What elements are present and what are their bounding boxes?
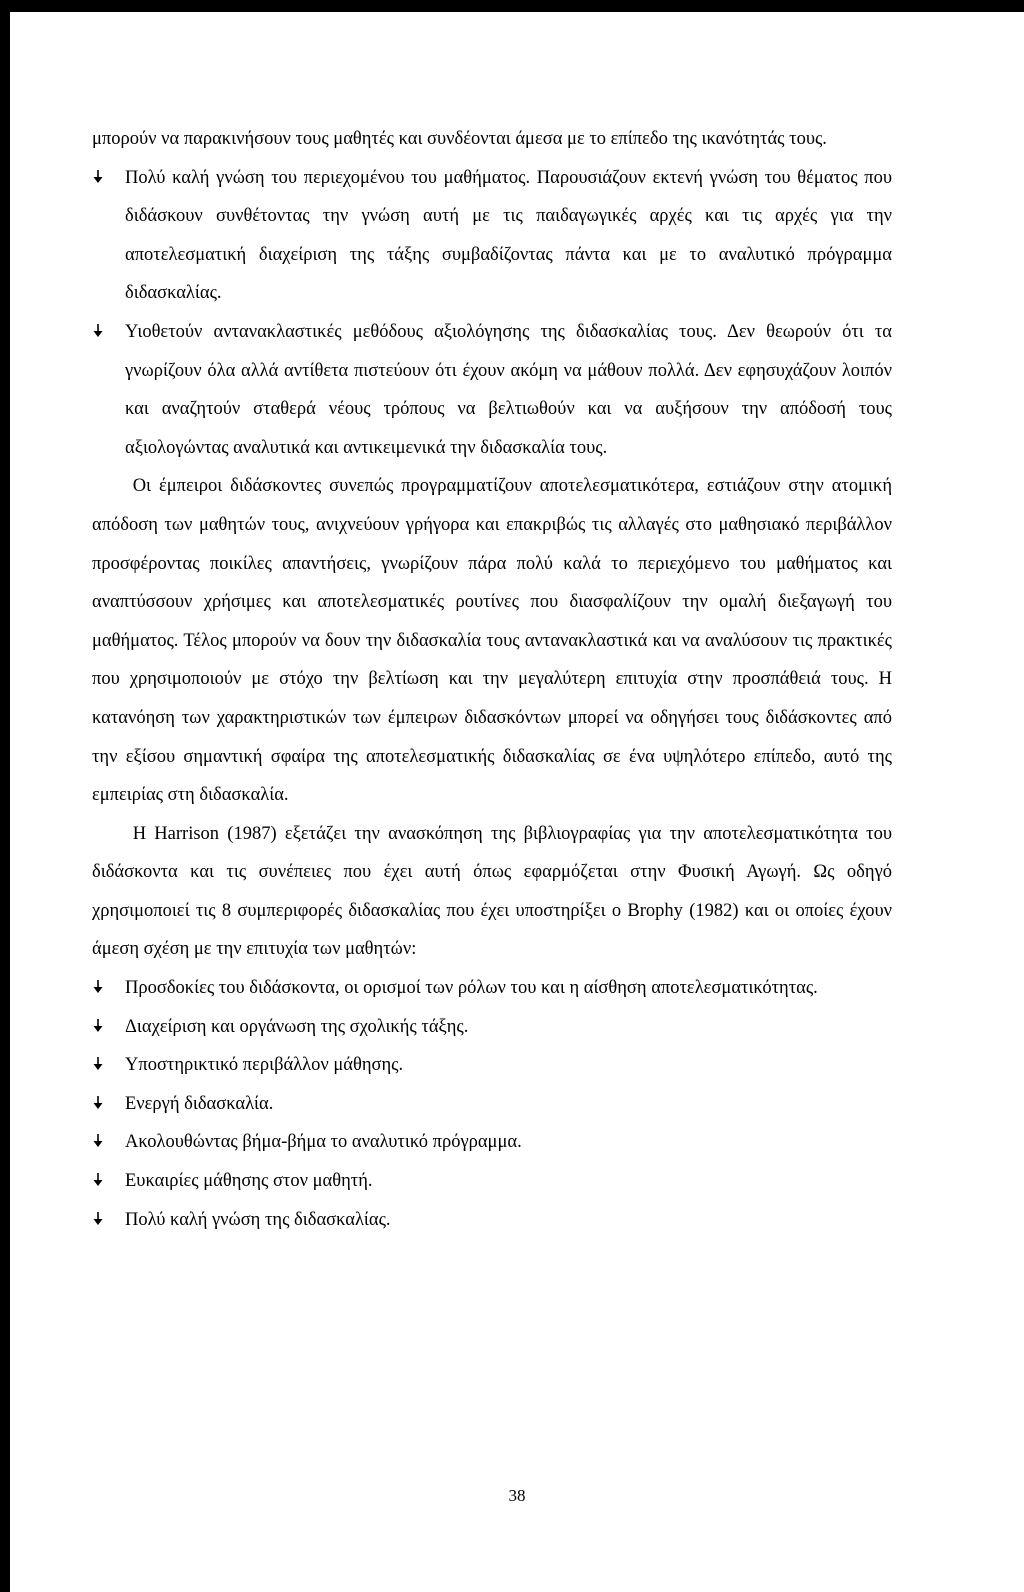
list-item-text: Πολύ καλή γνώση της διδασκαλίας. (125, 1209, 391, 1230)
arrow-bullet-icon (92, 313, 104, 352)
arrow-bullet-icon (92, 159, 104, 198)
bullet-item (92, 313, 892, 467)
arrow-bullet-icon (92, 1008, 104, 1047)
list-item (92, 1085, 892, 1124)
arrow-bullet-icon (92, 1085, 104, 1124)
paragraph: Η Harrison (1987) εξετάζει την ανασκόπηση της βιβλιογραφίας για την αποτελεσματικότητα του διδάσκοντα και τις συνέπειες που έχει αυτή όπως εφαρμόζεται στην Φυσική Αγωγή. Ως οδηγό χρησιμοποιεί τις 8 συμπεριφορές διδασκαλίας που έχει υποστηρίξει ο Brophy (1982) και οι οποίες έχουν άμεση σχέση με την επιτυχία των μαθητών: (92, 823, 892, 960)
arrow-bullet-icon (92, 1046, 104, 1085)
list-item (92, 1046, 892, 1085)
document-page (10, 12, 1024, 1592)
list-item-text: Διαχείριση και οργάνωση της σχολικής τάξης. (125, 1016, 469, 1037)
list-item-text: Ακολουθώντας βήμα-βήμα το αναλυτικό πρόγραμμα. (125, 1132, 522, 1153)
page-number: 38 (508, 1486, 526, 1505)
bullet-item (92, 159, 892, 313)
arrow-bullet-icon (92, 1201, 104, 1240)
list-item (92, 1008, 892, 1047)
list-item-text: Ευκαιρίες μάθησης στον μαθητή. (125, 1171, 373, 1192)
list-item-text: Προσδοκίες του διδάσκοντα, οι ορισμοί των ρόλων του και η αίσθηση αποτελεσματικότητας. (125, 978, 818, 999)
list-item (92, 1162, 892, 1201)
bullet-text: Υιοθετούν αντανακλαστικές μεθόδους αξιολόγησης της διδασκαλίας τους. Δεν θεωρούν ότι τα γνωρίζουν όλα αλλά αντίθετα πιστεύουν ότι έχουν ακόμη να μάθουν πολλά. Δεν εφησυχάζουν λοιπόν και αναζητούν σταθερά νέους τρόπους να βελτιωθούν και να αυξήσουν την απόδοσή τους αξιολογώντας αναλυτικά και αντικειμενικά την διδασκαλία τους. (125, 321, 892, 458)
paragraph: Οι έμπειροι διδάσκοντες συνεπώς προγραμματίζουν αποτελεσματικότερα, εστιάζουν στην ατομική απόδοση των μαθητών τους, ανιχνεύουν γρήγορα και επακριβώς τις αλλαγές στο μαθησιακό περιβάλλον προσφέροντας ποικίλες απαντήσεις, γνωρίζουν πάρα πολύ καλά το περιεχόμενο του μαθήματος και αναπτύσσουν χρήσιμες και αποτελεσματικές ρουτίνες που διασφαλίζουν την ομαλή διεξαγωγή του μαθήματος. Τέλος μπορούν να δουν την διδασκαλία τους αντανακλαστικά και να αναλύσουν τις πρακτικές που χρησιμοποιούν με στόχο την βελτίωση και την μεγαλύτερη επιτυχία στην προσπάθειά τους. Η κατανόηση των χαρακτηριστικών των έμπειρων διδασκόντων μπορεί να οδηγήσει τους διδάσκοντες από την εξίσου σημαντική σφαίρα της αποτελεσματικής διδασκαλίας σε ένα υψηλότερο επίπεδο, αυτό της εμπειρίας στη διδασκαλία. (92, 476, 892, 806)
list-item-text: Υποστηρικτικό περιβάλλον μάθησης. (125, 1055, 404, 1076)
bullet-text: Πολύ καλή γνώση του περιεχομένου του μαθήματος. Παρουσιάζουν εκτενή γνώση του θέματος που διδάσκουν συνθέτοντας την γνώση αυτή με τις παιδαγωγικές αρχές και τις αρχές για την αποτελεσματική διαχείριση της τάξης συμβαδίζοντας πάντα και με το αναλυτικό πρόγραμμα διδασκαλίας. (125, 167, 892, 304)
list-item-text: Ενεργή διδασκαλία. (125, 1093, 274, 1114)
arrow-bullet-icon (92, 1123, 104, 1162)
list-item (92, 969, 892, 1008)
arrow-bullet-icon (92, 1162, 104, 1201)
paragraph-continuation: μπορούν να παρακινήσουν τους μαθητές και συνδέονται άμεσα με το επίπεδο της ικανότητάς τους. (92, 129, 827, 149)
page-content (92, 120, 892, 1239)
list-item (92, 1123, 892, 1162)
arrow-bullet-icon (92, 969, 104, 1008)
list-item (92, 1201, 892, 1240)
